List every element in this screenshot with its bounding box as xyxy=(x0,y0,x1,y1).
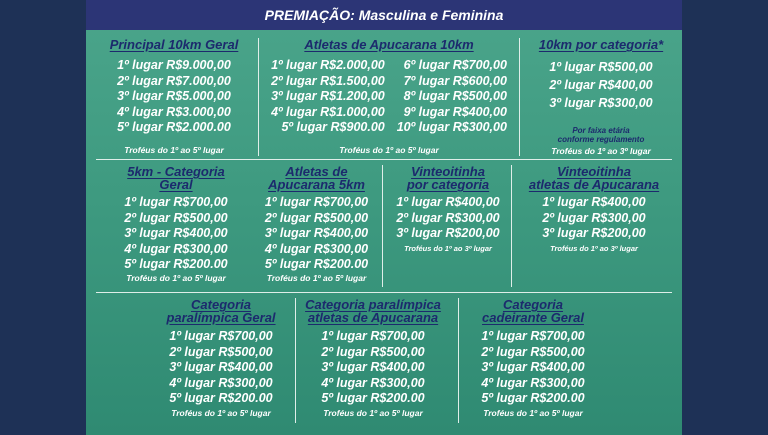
prize-item: 5º lugar R$200.00 xyxy=(264,257,369,271)
prize-item: 1º lugar R$9.000,00 xyxy=(117,58,231,72)
prize-item: 3º lugar R$400,00 xyxy=(169,360,273,374)
prize-item: 4º lugar R$3.000,00 xyxy=(117,104,231,119)
title-bar xyxy=(86,0,682,30)
section-5km-geral xyxy=(106,165,246,283)
section-principal-10km xyxy=(94,38,254,155)
prize-item: 7º lugar R$600,00 xyxy=(403,73,507,88)
prize-item: 1º lugar R$700,00 xyxy=(169,329,273,343)
section-header-line: Atletas de xyxy=(285,164,348,179)
prize-item: 5º lugar R$2.000.00 xyxy=(117,120,231,134)
prize-item: 2º lugar R$300,00 xyxy=(542,210,646,225)
trophy-note: Troféus do 1º ao 5º lugar xyxy=(323,407,423,418)
prize-item: 2º lugar R$500,00 xyxy=(321,344,425,359)
prize-list xyxy=(156,329,286,407)
prize-item: 4º lugar R$1.000,00 xyxy=(271,104,385,119)
prize-list xyxy=(94,58,254,136)
prize-item: 4º lugar R$300,00 xyxy=(321,375,425,390)
trophy-note: Troféus do 1º ao 3º lugar xyxy=(404,243,492,253)
prize-item: 3º lugar R$400,00 xyxy=(481,360,585,374)
trophy-note: Troféus do 1º ao 3º lugar xyxy=(550,243,638,253)
section-header-line: atletas de Apucarana xyxy=(528,177,660,192)
prize-item: 3º lugar R$400,00 xyxy=(264,226,369,240)
prize-list xyxy=(463,329,603,407)
prize-item: 5º lugar R$200.00 xyxy=(321,391,425,405)
divider xyxy=(96,292,672,293)
prize-item: 2º lugar R$300,00 xyxy=(396,210,500,225)
prize-item: 3º lugar R$200,00 xyxy=(396,226,500,240)
section-header-line: Vinteoitinha xyxy=(411,164,485,179)
prize-item: 8º lugar R$500,00 xyxy=(403,89,507,103)
divider xyxy=(96,159,672,160)
prize-list xyxy=(526,58,676,112)
prize-list xyxy=(249,195,384,273)
prize-item: 1º lugar R$2.000,00 xyxy=(271,58,385,72)
divider xyxy=(382,165,383,287)
section-header xyxy=(249,165,384,191)
prize-item: 2º lugar R$400,00 xyxy=(549,78,653,92)
section-header-line: 5km - Categoria xyxy=(127,164,225,179)
trophy-note: Troféus do 1º ao 5º lugar xyxy=(126,272,226,283)
divider xyxy=(295,298,296,423)
prize-list xyxy=(106,195,246,273)
trophy-note: Troféus do 1º ao 5º lugar xyxy=(171,407,271,418)
prize-item: 4º lugar R$300,00 xyxy=(481,375,585,390)
section-header-line: atletas de Apucarana xyxy=(307,310,439,325)
section-header-line: Apucarana 5km xyxy=(268,177,365,192)
trophy-note: Troféus do 1º ao 5º lugar xyxy=(124,144,224,155)
prize-list-right xyxy=(397,58,507,136)
section-header xyxy=(106,165,246,191)
section-apucarana-5km xyxy=(249,165,384,283)
trophy-note: Troféus do 1º ao 5º lugar xyxy=(483,407,583,418)
prize-item: 3º lugar R$300,00 xyxy=(549,96,653,110)
prize-item: 1º lugar R$700,00 xyxy=(264,195,369,209)
category-note-line: Por faixa etária xyxy=(572,126,630,135)
section-header-line: Categoria paralímpica xyxy=(305,297,441,312)
prize-item: 6º lugar R$700,00 xyxy=(403,58,507,72)
prize-item: 2º lugar R$500,00 xyxy=(264,210,369,225)
section-header-line: cadeirante Geral xyxy=(482,310,584,325)
section-header-line: Geral xyxy=(159,177,193,192)
prize-item: 9º lugar R$400,00 xyxy=(403,104,507,119)
section-10km-categoria xyxy=(526,38,676,156)
prize-item: 4º lugar R$300,00 xyxy=(264,241,369,256)
prize-item: 2º lugar R$7.000,00 xyxy=(117,73,231,88)
prize-item: 5º lugar R$200.00 xyxy=(124,257,228,271)
prize-item: 5º lugar R$900.00 xyxy=(281,120,385,134)
trophy-note: Troféus do 1º ao 5º lugar xyxy=(339,144,439,155)
section-header xyxy=(388,165,508,191)
prize-item: 3º lugar R$400,00 xyxy=(124,226,228,240)
prize-item: 4º lugar R$300,00 xyxy=(169,375,273,390)
section-header xyxy=(463,298,603,324)
section-apucarana-10km xyxy=(264,38,514,155)
divider xyxy=(258,38,259,156)
section-cadeirante-geral xyxy=(463,298,603,418)
prize-item: 1º lugar R$700,00 xyxy=(124,195,228,209)
section-header: Principal 10km Geral xyxy=(109,37,239,52)
category-note xyxy=(526,126,676,144)
divider xyxy=(511,165,512,287)
prize-panel xyxy=(86,0,682,435)
prize-item: 5º lugar R$200.00 xyxy=(481,391,585,405)
section-header-line: paralímpica Geral xyxy=(166,310,276,325)
section-vinteoitinha-categoria xyxy=(388,165,508,253)
section-header xyxy=(514,165,674,191)
prize-item: 5º lugar R$200.00 xyxy=(169,391,273,405)
prize-item: 3º lugar R$1.200,00 xyxy=(271,89,385,103)
prize-item: 1º lugar R$700,00 xyxy=(481,329,585,343)
prize-item: 1º lugar R$700,00 xyxy=(321,329,425,343)
trophy-note: Troféus do 1º ao 5º lugar xyxy=(266,272,367,283)
prize-list xyxy=(298,329,448,407)
prize-item: 3º lugar R$200,00 xyxy=(542,226,646,240)
prize-item: 4º lugar R$300,00 xyxy=(124,241,228,256)
divider xyxy=(519,38,520,156)
prize-item: 2º lugar R$500,00 xyxy=(481,344,585,359)
section-header-line: Categoria xyxy=(503,297,563,312)
section-vinteoitinha-apucarana xyxy=(514,165,674,253)
prize-item: 1º lugar R$400,00 xyxy=(542,195,646,209)
prize-item: 1º lugar R$500,00 xyxy=(549,60,653,74)
prize-item: 3º lugar R$400,00 xyxy=(321,360,425,374)
trophy-note: Troféus do 1º ao 3º lugar xyxy=(551,146,651,156)
prize-item: 10º lugar R$300,00 xyxy=(396,120,507,134)
prize-item: 1º lugar R$400,00 xyxy=(396,195,500,209)
category-note-line: conforme regulamento xyxy=(557,135,645,144)
divider xyxy=(458,298,459,423)
prize-item: 2º lugar R$500,00 xyxy=(169,344,273,359)
section-paralimpica-apucarana xyxy=(298,298,448,418)
section-paralimpica-geral xyxy=(156,298,286,418)
section-header: 10km por categoria* xyxy=(538,37,664,52)
prize-columns xyxy=(264,58,514,136)
prize-list xyxy=(514,195,674,242)
prize-item: 2º lugar R$500,00 xyxy=(124,210,228,225)
section-header: Atletas de Apucarana 10km xyxy=(304,37,474,52)
section-header xyxy=(156,298,286,324)
section-header-line: Categoria xyxy=(191,297,251,312)
section-header-line: Vinteoitinha xyxy=(557,164,631,179)
prize-item: 3º lugar R$5.000,00 xyxy=(117,89,231,103)
prize-list xyxy=(388,195,508,242)
prize-list-left xyxy=(271,58,385,136)
prize-item: 2º lugar R$1.500,00 xyxy=(271,73,385,88)
section-header-line: por categoria xyxy=(406,177,490,192)
section-header xyxy=(298,298,448,324)
page-title: PREMIAÇÃO: Masculina e Feminina xyxy=(264,7,504,23)
